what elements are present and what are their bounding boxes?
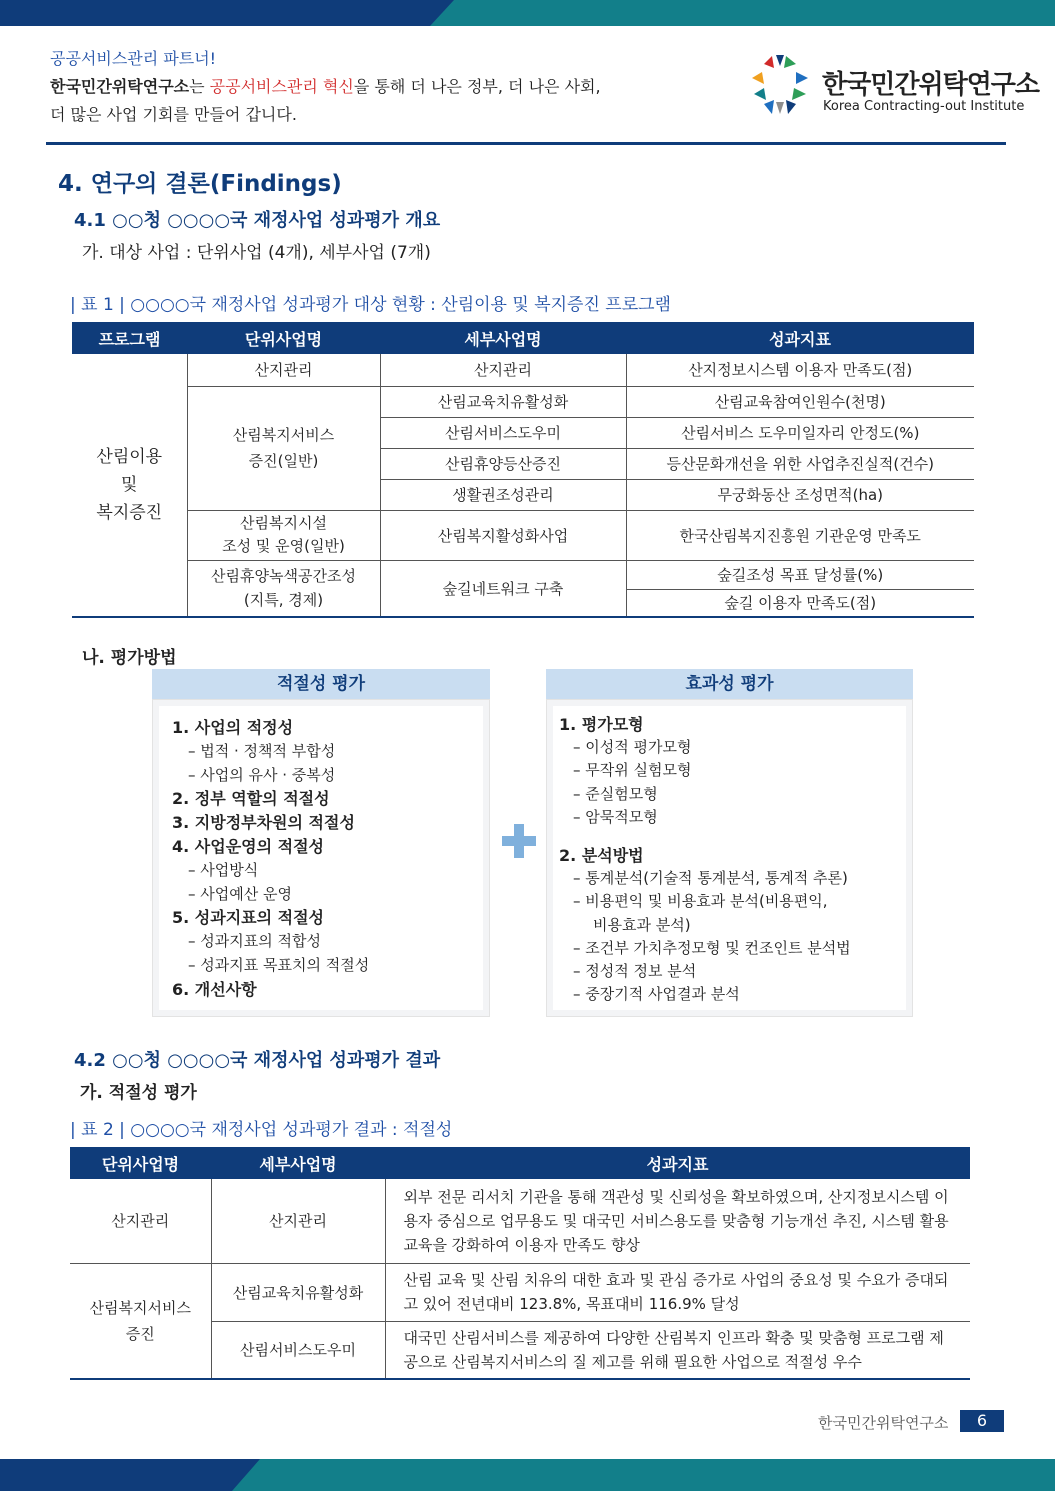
table1-program: 산림이용 및 복지증진 [72, 354, 187, 617]
section-title: 4. 연구의 결론(Findings) [58, 171, 342, 197]
table1-detail: 산림서비스도우미 [380, 417, 626, 448]
table1-kpi: 산림교육참여인원수(천명) [626, 386, 974, 417]
subsection-4-1-title: 4.1 ○○청 ○○○○국 재정사업 성과평가 개요 [74, 210, 441, 231]
list-subitem: – 사업방식 [188, 860, 259, 879]
list-subitem: – 암묵적모형 [573, 807, 658, 826]
header-tagline: 공공서비스관리 파트너! [50, 49, 217, 68]
table1-unit: 산림휴양녹색공간조성 (지특, 경제) [187, 560, 380, 617]
effectiveness-list [559, 713, 851, 1006]
table1-kpi: 한국산림복지진흥원 기관운영 만족도 [626, 510, 974, 560]
table2-unit: 산지관리 [70, 1179, 211, 1263]
logo-icon [750, 54, 810, 116]
list-subitem: – 성과지표의 적합성 [188, 932, 321, 951]
list-item: 2. 정부 역할의 적절성 [172, 789, 330, 809]
target-projects-line: 가. 대상 사업 : 단위사업 (4개), 세부사업 (7개) [82, 243, 431, 263]
effectiveness-box-title: 효과성 평가 [546, 669, 913, 699]
appropriateness-list [172, 716, 369, 1002]
table1-kpi: 산지정보시스템 이용자 만족도(점) [626, 354, 974, 386]
table1-kpi: 무궁화동산 조성면적(ha) [626, 479, 974, 510]
list-item: 3. 지방정부차원의 적절성 [172, 813, 355, 833]
list-item: 6. 개선사항 [172, 979, 257, 999]
table-row [72, 560, 974, 589]
table1-detail: 산림복지활성화사업 [380, 510, 626, 560]
table1-detail: 생활권조성관리 [380, 479, 626, 510]
list-item: 4. 사업운영의 적절성 [172, 836, 324, 856]
list-subitem: – 사업예산 운영 [188, 884, 292, 903]
header-org-name: 한국민간위탁연구소 [50, 77, 190, 96]
table2-detail: 산지관리 [211, 1179, 385, 1263]
table-row [72, 510, 974, 560]
table1-header: 프로그램 [72, 322, 187, 354]
table2-detail: 산림교육치유활성화 [211, 1263, 385, 1321]
table2-header: 세부사업명 [211, 1147, 385, 1179]
list-item: 2. 분석방법 [559, 846, 644, 866]
table1-header: 단위사업명 [187, 322, 380, 354]
list-subitem: – 준실험모형 [573, 784, 658, 803]
table1-unit: 산지관리 [187, 354, 380, 386]
table-row [72, 386, 974, 417]
table1-unit: 산림복지서비스 증진(일반) [187, 386, 380, 510]
header-line-3: 더 많은 사업 기회를 만들어 갑니다. [50, 105, 297, 124]
table2 [70, 1147, 970, 1380]
table2-kpi: 대국민 산림서비스를 제공하여 다양한 산림복지 인프라 확충 및 맞춤형 프로그램 제공으로 산림복지서비스의 질 제고를 위해 필요한 사업으로 적절성 우수 [385, 1321, 970, 1379]
table2-header-row [70, 1147, 970, 1179]
list-item: 5. 성과지표의 적절성 [172, 908, 324, 928]
table2-header: 성과지표 [385, 1147, 970, 1179]
table1-header: 성과지표 [626, 322, 974, 354]
list-subitem: – 법적 · 정책적 부합성 [188, 741, 336, 760]
subsection-4-2-title: 4.2 ○○청 ○○○○국 재정사업 성과평가 결과 [74, 1050, 441, 1071]
list-subitem: – 정성적 정보 분석 [573, 962, 697, 981]
table2-header: 단위사업명 [70, 1147, 211, 1179]
table1-kpi: 등산문화개선을 위한 사업추진실적(건수) [626, 448, 974, 479]
table1-detail: 산림휴양등산증진 [380, 448, 626, 479]
table1-detail: 산지관리 [380, 354, 626, 386]
list-item: 1. 평가모형 [559, 715, 644, 734]
table2-kpi: 외부 전문 리서치 기관을 통해 객관성 및 신뢰성을 확보하였으며, 산지정보시스템 이용자 중심으로 업무용도 및 대국민 서비스용도를 맞춤형 기능개선 추진, 시스템 활용 교육을 강화하여 이용자 만족도 향상 [385, 1179, 970, 1263]
list-item: 1. 사업의 적정성 [172, 718, 294, 737]
table1-header-row [72, 322, 974, 354]
list-subitem: – 통계분석(기술적 통계분석, 통계적 추론) [573, 869, 848, 888]
list-subitem: – 비용편익 및 비용효과 분석(비용편익, [573, 892, 828, 911]
table2-kpi: 산림 교육 및 산림 치유의 대한 효과 및 관심 증가로 사업의 중요성 및 수요가 증대되고 있어 전년대비 123.8%, 목표대비 116.9% 달성 [385, 1263, 970, 1321]
top-band-accent [430, 0, 1055, 26]
plus-icon [502, 824, 536, 858]
table-row [72, 354, 974, 386]
appropriateness-eval-title: 가. 적절성 평가 [80, 1083, 197, 1103]
list-subitem: – 이성적 평가모형 [573, 738, 692, 757]
logo-korean-name: 한국민간위탁연구소 [822, 70, 1040, 100]
page-number: 6 [960, 1410, 1004, 1432]
header-highlight: 공공서비스관리 혁신 [209, 77, 354, 96]
list-subitem: – 무작위 실험모형 [573, 761, 692, 780]
header-text: 는 [189, 77, 210, 96]
appropriateness-box-title: 적절성 평가 [152, 669, 490, 699]
table-row [70, 1263, 970, 1321]
table2-detail: 산림서비스도우미 [211, 1321, 385, 1379]
list-subitem: – 조건부 가치추정모형 및 컨조인트 분석법 [573, 938, 851, 957]
list-subitem: – 중장기적 사업결과 분석 [573, 985, 740, 1004]
header-line-2 [50, 74, 601, 97]
header-divider [46, 142, 1006, 145]
list-subitem: – 사업의 유사 · 중복성 [188, 765, 336, 784]
table1-kpi: 숲길조성 목표 달성률(%) [626, 560, 974, 589]
list-subitem: – 성과지표 목표치의 적절성 [188, 955, 370, 974]
footer-org-name: 한국민간위탁연구소 [818, 1414, 949, 1432]
table1-kpi: 산림서비스 도우미일자리 안정도(%) [626, 417, 974, 448]
table1-detail: 산림교육치유활성화 [380, 386, 626, 417]
evaluation-method-title: 나. 평가방법 [82, 648, 177, 668]
table1-caption: | 표 1 | ○○○○국 재정사업 성과평가 대상 현황 : 산림이용 및 복지증진 프로그램 [70, 295, 671, 315]
table1 [72, 322, 974, 618]
table2-caption: | 표 2 | ○○○○국 재정사업 성과평가 결과 : 적절성 [70, 1120, 453, 1140]
logo-english-name: Korea Contracting-out Institute [823, 99, 1025, 114]
table-row [70, 1179, 970, 1263]
header-text: 을 통해 더 나은 정부, 더 나은 사회, [353, 77, 601, 96]
table1-header: 세부사업명 [380, 322, 626, 354]
table1-unit: 산림복지시설 조성 및 운영(일반) [187, 510, 380, 560]
bottom-band-accent [0, 1459, 260, 1491]
list-subitem: 비용효과 분석) [593, 915, 691, 934]
table1-kpi: 숲길 이용자 만족도(점) [626, 589, 974, 617]
table2-unit: 산림복지서비스 증진 [70, 1263, 211, 1379]
table1-detail: 숲길네트워크 구축 [380, 560, 626, 617]
